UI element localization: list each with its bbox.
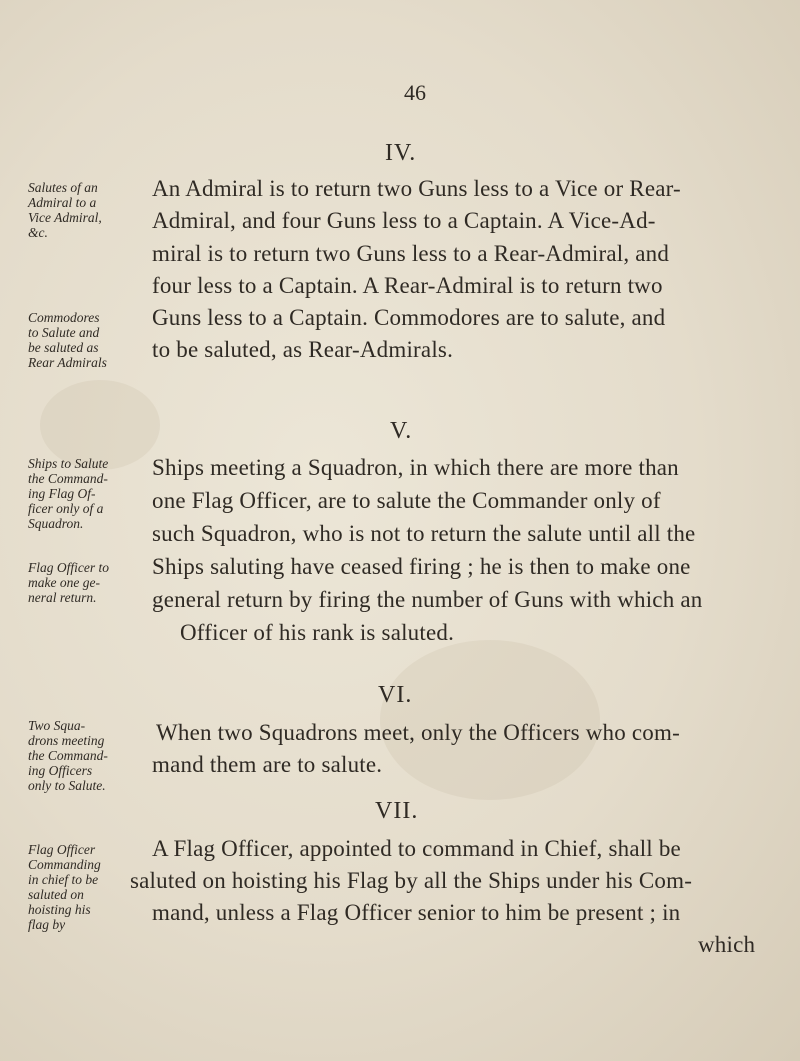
body-line: Admiral, and four Guns less to a Captain. A Vice-Ad- (152, 208, 656, 233)
body-line: miral is to return two Guns less to a Rear-Admiral, and (152, 241, 670, 266)
section-heading-vii: VII. (375, 798, 419, 824)
body-line: A Flag Officer, appointed to command in Chief, shall be (152, 836, 681, 861)
body-line: saluted on hoisting his Flag by all the Ships under his Com- (130, 868, 693, 893)
section-heading-iv: IV. (385, 140, 417, 166)
margin-note-v: Ships to Salute the Command- ing Flag Of- ficer only of a Squadron. (28, 456, 109, 531)
body-line: Guns less to a Captain. Commodores are to salute, and (152, 305, 666, 330)
catchword: which (698, 932, 756, 957)
margin-note-vi: Two Squa- drons meeting the Command- ing Officers only to Salute. (28, 718, 108, 793)
body-line: Ships saluting have ceased firing ; he is then to make one (152, 554, 691, 579)
margin-note-commodores: Commodores to Salute and be saluted as Rear Admirals (28, 310, 107, 370)
page-number: 46 (404, 80, 426, 105)
section-heading-vi: VI. (378, 682, 413, 708)
margin-note-general-return: Flag Officer to make one ge- neral return. (28, 560, 109, 605)
body-line: mand them are to salute. (152, 752, 383, 777)
body-line: mand, unless a Flag Officer senior to him be present ; in (152, 900, 681, 925)
body-line: An Admiral is to return two Guns less to a Vice or Rear- (152, 176, 681, 201)
body-line: Officer of his rank is saluted. (180, 620, 455, 645)
section-heading-v: V. (390, 418, 413, 444)
body-line: four less to a Captain. A Rear-Admiral is to return two (152, 273, 663, 298)
body-line: such Squadron, who is not to return the salute until all the (152, 521, 696, 546)
body-line: to be saluted, as Rear-Admirals. (152, 337, 454, 362)
body-line: general return by firing the number of Guns with which an (152, 587, 703, 612)
body-line: When two Squadrons meet, only the Officers who com- (156, 720, 680, 745)
margin-note-vii: Flag Officer Commanding in chief to be saluted on hoisting his flag by (28, 842, 101, 932)
body-line: Ships meeting a Squadron, in which there are more than (152, 455, 679, 480)
body-line: one Flag Officer, are to salute the Commander only of (152, 488, 661, 513)
margin-note-iv: Salutes of an Admiral to a Vice Admiral, &c. (28, 180, 102, 240)
